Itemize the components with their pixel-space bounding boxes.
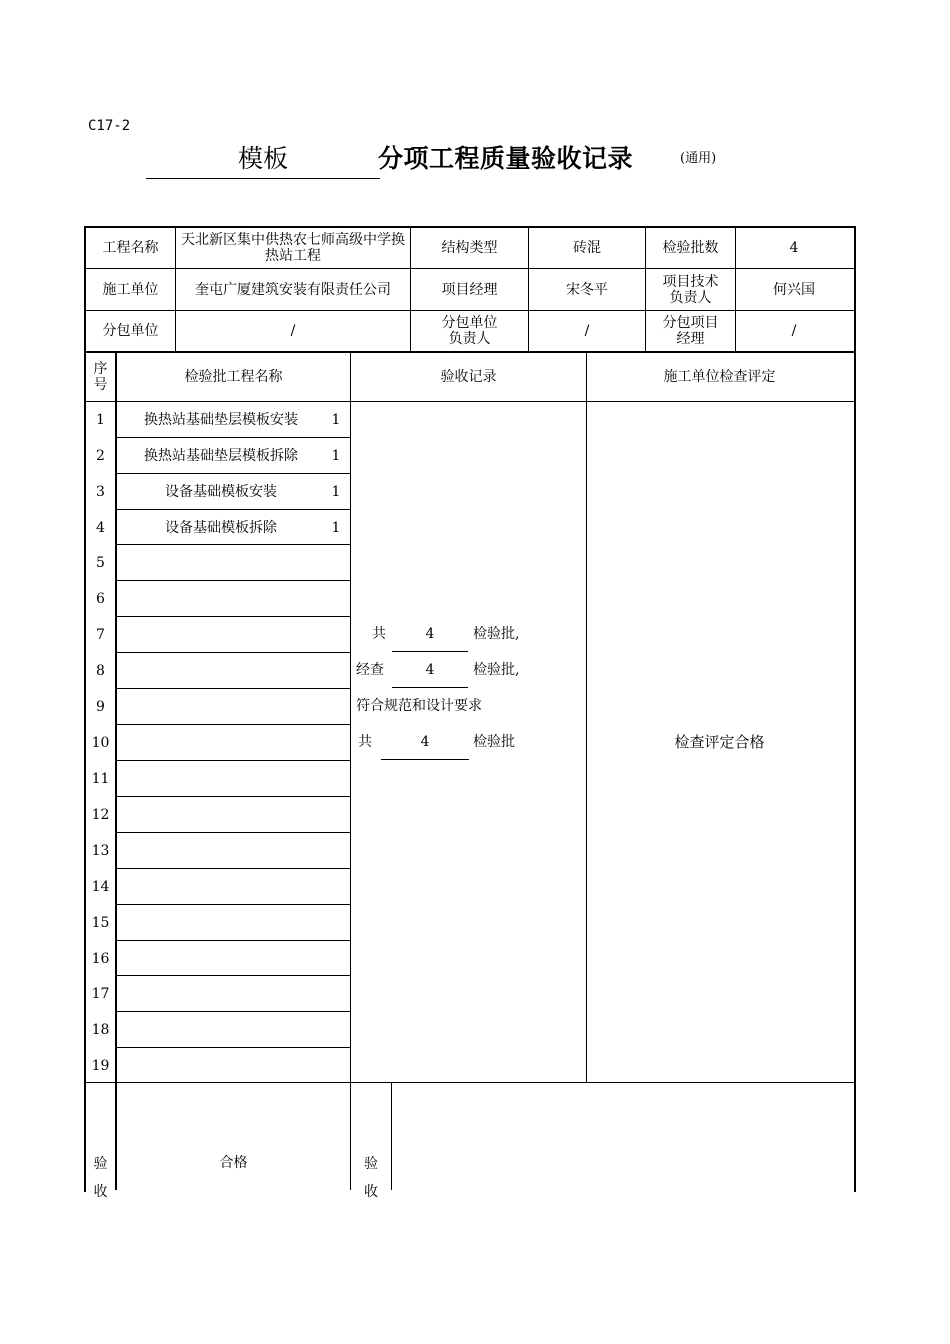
row-number: 1 <box>96 411 105 428</box>
record-line1-underline <box>392 651 468 652</box>
record-line4-prefix: 共 <box>358 734 372 750</box>
row-batch-qty <box>326 976 346 1011</box>
row-batch-name <box>117 689 325 724</box>
tech-lead-label: 项目技术负责人 <box>662 273 719 306</box>
row-batch-name <box>117 976 325 1011</box>
row-number: 4 <box>96 519 105 536</box>
record-line1-suffix: 检验批, <box>473 626 520 642</box>
row-batch-qty: 1 <box>331 411 341 428</box>
row-batch-name <box>117 581 325 616</box>
row-number: 8 <box>96 662 105 679</box>
row-batch-qty <box>326 545 346 580</box>
bottom-left-label: 验收 <box>93 1156 108 1200</box>
row-batch-name: 设备基础模板安装 <box>165 483 277 500</box>
evaluation-result: 检查评定合格 <box>674 733 765 751</box>
row-number: 7 <box>96 626 105 643</box>
bottom-right-label: 验收 <box>364 1156 378 1200</box>
row-batch-name <box>117 761 325 796</box>
row-batch-name <box>117 797 325 832</box>
row-batch-qty <box>326 833 346 868</box>
record-line4-value: 4 <box>420 734 430 750</box>
row-batch-name: 换热站基础垫层模板安装 <box>144 411 298 428</box>
record-line3: 符合规范和设计要求 <box>356 698 482 714</box>
row-batch-qty <box>326 617 346 652</box>
subcontractor-label: 分包单位 <box>102 323 159 339</box>
row-number: 3 <box>96 483 105 500</box>
record-line2-underline <box>392 687 468 688</box>
record-line2-suffix: 检验批, <box>473 662 520 678</box>
construction-unit-label: 施工单位 <box>102 281 159 298</box>
record-line2-value: 4 <box>425 662 435 678</box>
row-number: 16 <box>91 950 110 967</box>
row-number: 15 <box>91 914 110 931</box>
row-number: 13 <box>91 842 110 859</box>
row-number: 9 <box>96 698 105 715</box>
row-batch-qty: 1 <box>331 483 341 500</box>
row-batch-qty <box>326 905 346 940</box>
header-evaluation: 施工单位检查评定 <box>663 369 776 385</box>
row-batch-name <box>117 833 325 868</box>
row-number: 17 <box>91 985 110 1002</box>
row-batch-qty <box>326 581 346 616</box>
row-batch-qty <box>326 1012 346 1047</box>
title-item-name: 模板 <box>146 140 380 179</box>
row-batch-name <box>117 545 325 580</box>
bottom-left-value: 合格 <box>219 1155 248 1171</box>
form-code: C17-2 <box>88 118 131 134</box>
page-subtitle: (通用) <box>680 151 717 166</box>
construction-unit-value: 奎屯广厦建筑安装有限责任公司 <box>195 281 391 298</box>
header-batch-name: 检验批工程名称 <box>184 369 283 385</box>
subcontractor-value: / <box>290 323 296 339</box>
row-number: 19 <box>91 1057 110 1074</box>
row-batch-qty <box>326 797 346 832</box>
row-batch-qty <box>326 869 346 904</box>
project-manager-label: 项目经理 <box>441 281 498 298</box>
row-batch-name <box>117 1048 325 1083</box>
subcontract-pm-value: / <box>791 323 797 339</box>
project-name-label: 工程名称 <box>102 240 159 256</box>
row-batch-name <box>117 905 325 940</box>
row-number: 10 <box>91 734 110 751</box>
header-seq: 序号 <box>93 361 108 393</box>
record-line2-prefix: 经查 <box>356 662 384 678</box>
row-batch-qty <box>326 941 346 976</box>
row-number: 6 <box>96 590 105 607</box>
row-batch-qty: 1 <box>331 447 341 464</box>
row-batch-name <box>117 617 325 652</box>
row-number: 11 <box>91 770 110 787</box>
row-number: 12 <box>91 806 110 823</box>
batch-count-label: 检验批数 <box>662 240 719 256</box>
row-batch-qty <box>326 689 346 724</box>
record-line1-prefix: 共 <box>372 626 386 642</box>
row-batch-qty <box>326 761 346 796</box>
row-number: 18 <box>91 1021 110 1038</box>
subcontractor-lead-value: / <box>584 323 590 339</box>
row-batch-name: 设备基础模板拆除 <box>165 519 277 536</box>
row-batch-name <box>117 1012 325 1047</box>
row-batch-qty <box>326 653 346 688</box>
row-number: 5 <box>96 554 105 571</box>
record-line4-suffix: 检验批 <box>473 734 515 750</box>
row-number: 2 <box>96 447 105 464</box>
subcontract-pm-label: 分包项目经理 <box>662 315 719 347</box>
row-batch-qty <box>326 725 346 760</box>
row-batch-name <box>117 725 325 760</box>
row-batch-qty <box>326 1048 346 1083</box>
row-batch-name <box>117 941 325 976</box>
subcontractor-lead-label: 分包单位负责人 <box>441 315 498 347</box>
record-line4-underline <box>381 759 469 760</box>
row-batch-qty: 1 <box>331 519 341 536</box>
row-batch-name <box>117 869 325 904</box>
header-record: 验收记录 <box>440 369 497 385</box>
project-name-value: 天北新区集中供热农七师高级中学换热站工程 <box>181 232 405 264</box>
tech-lead-value: 何兴国 <box>773 281 815 298</box>
row-batch-name: 换热站基础垫层模板拆除 <box>144 447 298 464</box>
row-batch-name <box>117 653 325 688</box>
structure-type-value: 砖混 <box>573 240 601 256</box>
record-line1-value: 4 <box>425 626 435 642</box>
batch-count-value: 4 <box>789 240 799 256</box>
project-manager-value: 宋冬平 <box>566 281 608 298</box>
page-title: 分项工程质量验收记录 <box>378 144 634 173</box>
row-number: 14 <box>91 878 110 895</box>
structure-type-label: 结构类型 <box>441 240 498 256</box>
